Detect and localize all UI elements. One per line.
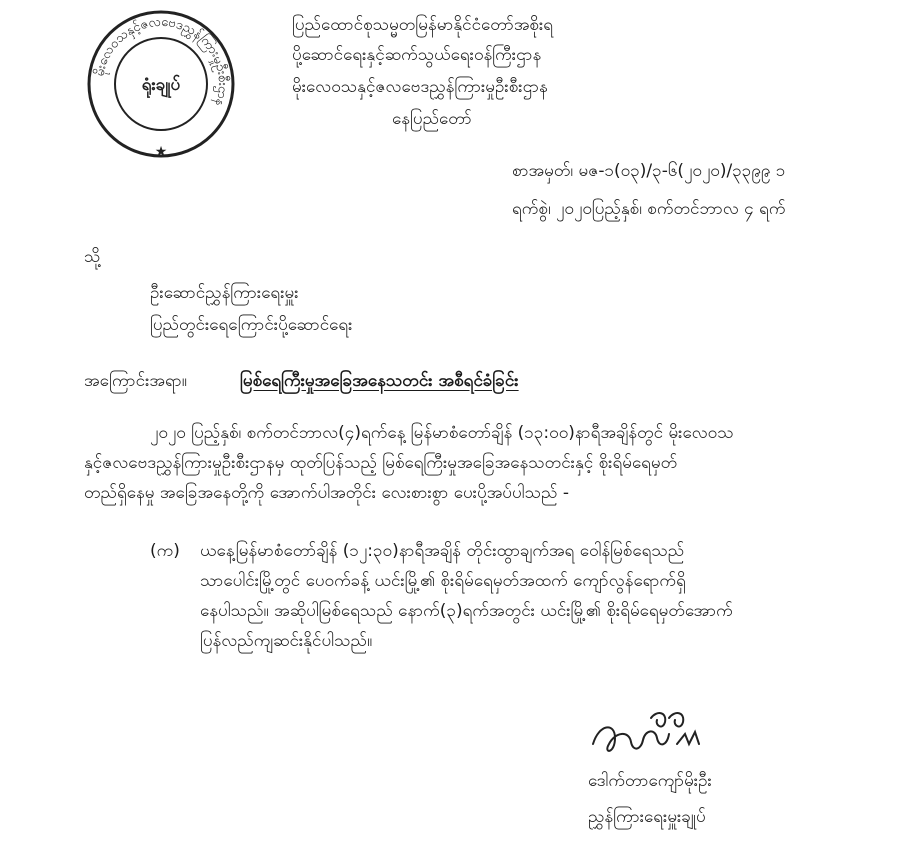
signatory-name: ဒေါက်တာကျော်မိုးဦး bbox=[588, 771, 712, 791]
seal-star-icon: ★ bbox=[154, 144, 168, 160]
letter-number: စာအမှတ်၊ မဇ-၁(၀၃)/၃-၆(၂၀၂၀)/၃၃၉၉ ၁ bbox=[512, 161, 786, 181]
header-department: မိုးလေဝသနှင့်ဇလဗေဒညွှန်ကြားမှုဦးစီးဌာန bbox=[292, 77, 548, 97]
intro-line: ၂၀၂၀ ပြည့်နှစ်၊ စက်တင်ဘာလ(၄)ရက်နေ့ မြန်မာစံတော်ချိန် (၁၃:၀၀)နာရီအချိန်တွင် မိုးလေဝသ bbox=[150, 423, 734, 443]
official-seal bbox=[85, 8, 237, 160]
seal-graphic bbox=[85, 8, 237, 160]
intro-line: နှင့်ဇလဗေဒညွှန်ကြားမှုဦးစီးဌာနမှ ထုတ်ပြန်သည့် မြစ်ရေကြီးမှုအခြေအနေသတင်းနှင့် စိုးရိမ်ရေမှတ် bbox=[84, 453, 678, 473]
signatory-title: ညွှန်ကြားရေးမှူးချုပ် bbox=[588, 807, 706, 827]
recipient-title: ဦးဆောင်ညွှန်ကြားရေးမှူး bbox=[150, 283, 299, 303]
header-location: နေပြည်တော် bbox=[392, 109, 472, 129]
seal-ring-text: မိုးလေဝသနှင့်ဇလဗေဒညွှန်ကြားမှုဦးစီးဌာန bbox=[92, 14, 231, 108]
header-government: ပြည်ထောင်စုသမ္မတမြန်မာနိုင်ငံတော်အစိုးရ bbox=[292, 15, 554, 35]
intro-line: တည်ရှိနေမှု အခြေအနေတို့ကို အောက်ပါအတိုင်း လေးစားစွာ ပေးပို့အပ်ပါသည် - bbox=[84, 483, 570, 503]
header-ministry: ပို့ဆောင်ရေးနှင့်ဆက်သွယ်ရေးဝန်ကြီးဌာန bbox=[292, 45, 542, 65]
body-item bbox=[200, 536, 733, 656]
seal-center-text: ရုံးချုပ် bbox=[141, 75, 181, 95]
item-line: နေပါသည်။ အဆိုပါမြစ်ရေသည် နောက်(၃)ရက်အတွင်း ယင်းမြို့၏ စိုးရိမ်ရေမှတ်အောက် bbox=[200, 601, 733, 621]
subject-text: မြစ်ရေကြီးမှုအခြေအနေသတင်း အစီရင်ခံခြင်း bbox=[240, 371, 519, 391]
item-line: သာပေါင်းမြို့တွင် ပေ၀က်ခန့် ယင်းမြို့၏ စိုးရိမ်ရေမှတ်အထက် ကျော်လွန်ရောက်ရှိ bbox=[200, 571, 686, 591]
item-line: ပြန်လည်ကျဆင်းနိုင်ပါသည်။ bbox=[200, 631, 373, 651]
item-marker: (က) bbox=[150, 541, 180, 561]
letter-date: ရက်စွဲ၊ ၂၀၂၀ပြည့်နှစ်၊ စက်တင်ဘာလ ၄ ရက် bbox=[512, 199, 786, 219]
handwritten-signature bbox=[585, 704, 715, 764]
to-label: သို့ bbox=[84, 247, 101, 267]
subject-label: အကြောင်းအရာ။ bbox=[84, 371, 187, 391]
body-intro bbox=[84, 418, 734, 508]
recipient-organization: ပြည်တွင်းရေကြောင်းပို့ဆောင်ရေး bbox=[150, 315, 353, 335]
item-line: ယနေ့မြန်မာစံတော်ချိန် (၁၂:၃၀)နာရီအချိန် တိုင်းထွာချက်အရ ဝေါန်မြစ်ရေသည် bbox=[200, 541, 685, 561]
